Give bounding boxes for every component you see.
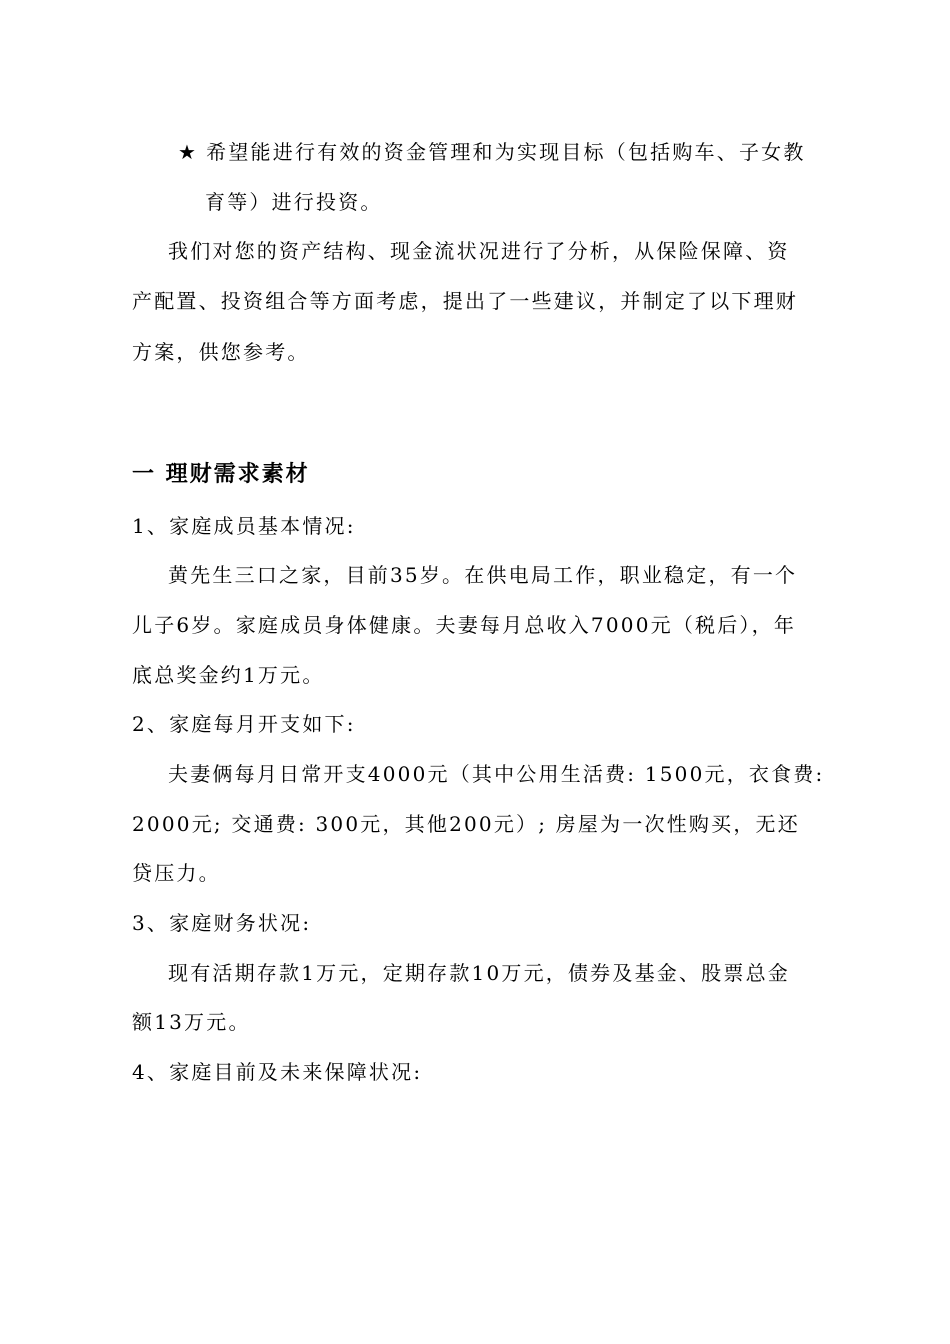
item-2-heading: 2、家庭每月开支如下: [132, 712, 356, 736]
item-4-heading: 4、家庭目前及未来保障状况: [132, 1060, 423, 1084]
bullet-line-2: 育等）进行投资。 [205, 190, 383, 214]
item-1-line-3: 底总奖金约1万元。 [132, 663, 325, 687]
item-1-line-1: 黄先生三口之家，目前35岁。在供电局工作，职业稳定，有一个 [168, 563, 798, 587]
item-1-heading: 1、家庭成员基本情况: [132, 514, 356, 538]
intro-line-2: 产配置、投资组合等方面考虑，提出了一些建议，并制定了以下理财 [132, 289, 798, 313]
intro-line-1: 我们对您的资产结构、现金流状况进行了分析，从保险保障、资 [168, 239, 790, 263]
item-2-line-1: 夫妻俩每月日常开支4000元（其中公用生活费: 1500元，衣食费: [168, 762, 825, 786]
intro-line-3: 方案，供您参考。 [132, 340, 310, 364]
star-icon: ★ [178, 140, 199, 164]
item-3-line-2: 额13万元。 [132, 1010, 251, 1034]
bullet-text-1: 希望能进行有效的资金管理和为实现目标（包括购车、子女教 [206, 140, 806, 164]
section-heading: 一 理财需求素材 [132, 462, 310, 487]
item-2-line-3: 贷压力。 [132, 861, 221, 885]
bullet-line-1 [178, 140, 806, 164]
item-3-line-1: 现有活期存款1万元，定期存款10万元，债券及基金、股票总金 [168, 961, 790, 985]
item-1-line-2: 儿子6岁。家庭成员身体健康。夫妻每月总收入7000元（税后），年 [132, 613, 797, 637]
item-2-line-2: 2000元; 交通费: 300元，其他200元）; 房屋为一次性购买，无还 [132, 812, 800, 836]
item-3-heading: 3、家庭财务状况: [132, 911, 312, 935]
